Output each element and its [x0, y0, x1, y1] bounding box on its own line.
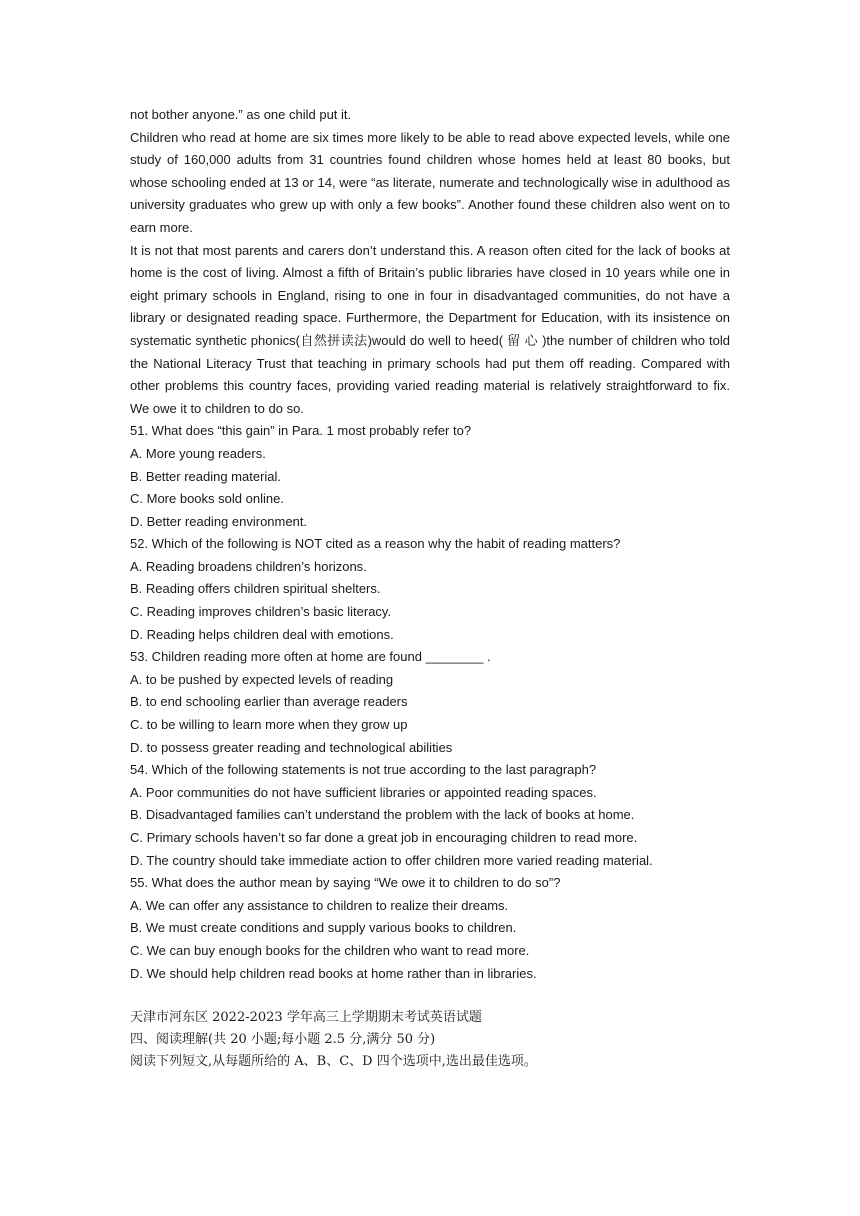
- option-c: C. More books sold online.: [130, 491, 284, 507]
- passage-paragraph-1: Children who read at home are six times more likely to be able to read above expected levels, while one study of 160,000 adults from 31 countries found children whose homes held at least 80 books, but whose schooling ended at 13 or 14, were “as literate, numerate and technologically wise in adulthood as university graduates who grew up with only a few books”. Another found these children also went on to earn more.: [130, 129, 730, 235]
- option-a: A. to be pushed by expected levels of reading: [130, 671, 394, 687]
- option-c: C. to be willing to learn more when they grow up: [130, 717, 408, 733]
- question-53: [130, 646, 730, 759]
- question-stem: 53. Children reading more often at home are found ________ .: [130, 649, 491, 665]
- option-a: A. We can offer any assistance to children to realize their dreams.: [130, 897, 509, 913]
- option-d: D. Better reading environment.: [130, 513, 308, 529]
- passage-paragraph-2: It is not that most parents and carers don’t understand this. A reason often cited for the lack of books at home is the cost of living. Almost a fifth of Britain’s public libraries have closed in 10 years while one in eight primary schools in England, rising to one in four in disadvantaged communities, do not have a library or designated reading space. Furthermore, the Department for Education, with its insistence on systematic synthetic phonics(自然拼读法)would do well to heed( 留 心 )the number of children who told the National Literacy Trust that teaching in primary schools had put them off reading. Compared with other problems this country faces, providing varied reading material is relatively straightforward to fix. We owe it to children to do so.: [130, 242, 730, 416]
- option-a: A. Reading broadens children’s horizons.: [130, 558, 367, 574]
- option-c: C. Primary schools haven’t so far done a great job in encouraging children to read more.: [130, 830, 638, 845]
- option-b: B. Disadvantaged families can’t understand the problem with the lack of books at home.: [130, 807, 635, 823]
- option-b: B. We must create conditions and supply various books to children.: [130, 920, 517, 936]
- option-d: D. Reading helps children deal with emotions.: [130, 626, 394, 642]
- option-c: C. We can buy enough books for the children who want to read more.: [130, 942, 530, 958]
- option-d: D. The country should take immediate action to offer children more varied reading material.: [130, 852, 653, 868]
- question-stem: 55. What does the author mean by saying “We owe it to children to do so”?: [130, 875, 561, 891]
- question-stem: 52. Which of the following is NOT cited as a reason why the habit of reading matters?: [130, 536, 621, 552]
- option-b: B. Reading offers children spiritual shelters.: [130, 581, 381, 597]
- section-heading: 四、阅读理解(共 20 小题;每小题 2.5 分,满分 50 分): [130, 1032, 436, 1048]
- option-c: C. Reading improves children’s basic literacy.: [130, 604, 392, 620]
- option-d: D. We should help children read books at home rather than in libraries.: [130, 965, 537, 981]
- question-51: [130, 420, 730, 533]
- option-d: D. to possess greater reading and technological abilities: [130, 739, 453, 755]
- question-stem: 51. What does “this gain” in Para. 1 most probably refer to?: [130, 423, 472, 439]
- question-stem: 54. Which of the following statements is not true according to the last paragraph?: [130, 762, 597, 778]
- document-page: [130, 104, 730, 1073]
- option-b: B. Better reading material.: [130, 468, 282, 484]
- option-b: B. to end schooling earlier than average readers: [130, 694, 408, 710]
- passage-fragment: not bother anyone.” as one child put it.: [130, 107, 352, 122]
- option-a: A. Poor communities do not have sufficient libraries or appointed reading spaces.: [130, 784, 597, 800]
- question-54: [130, 759, 730, 872]
- exam-title: 天津市河东区 2022-2023 学年高三上学期期末考试英语试题: [130, 1010, 482, 1026]
- section-gap: [130, 985, 730, 1007]
- question-55: [130, 872, 730, 985]
- question-52: [130, 533, 730, 646]
- section-instructions: 阅读下列短文,从每题所给的 A、B、C、D 四个选项中,选出最佳选项。: [130, 1054, 537, 1070]
- next-section-header: [130, 1007, 730, 1073]
- option-a: A. More young readers.: [130, 445, 266, 461]
